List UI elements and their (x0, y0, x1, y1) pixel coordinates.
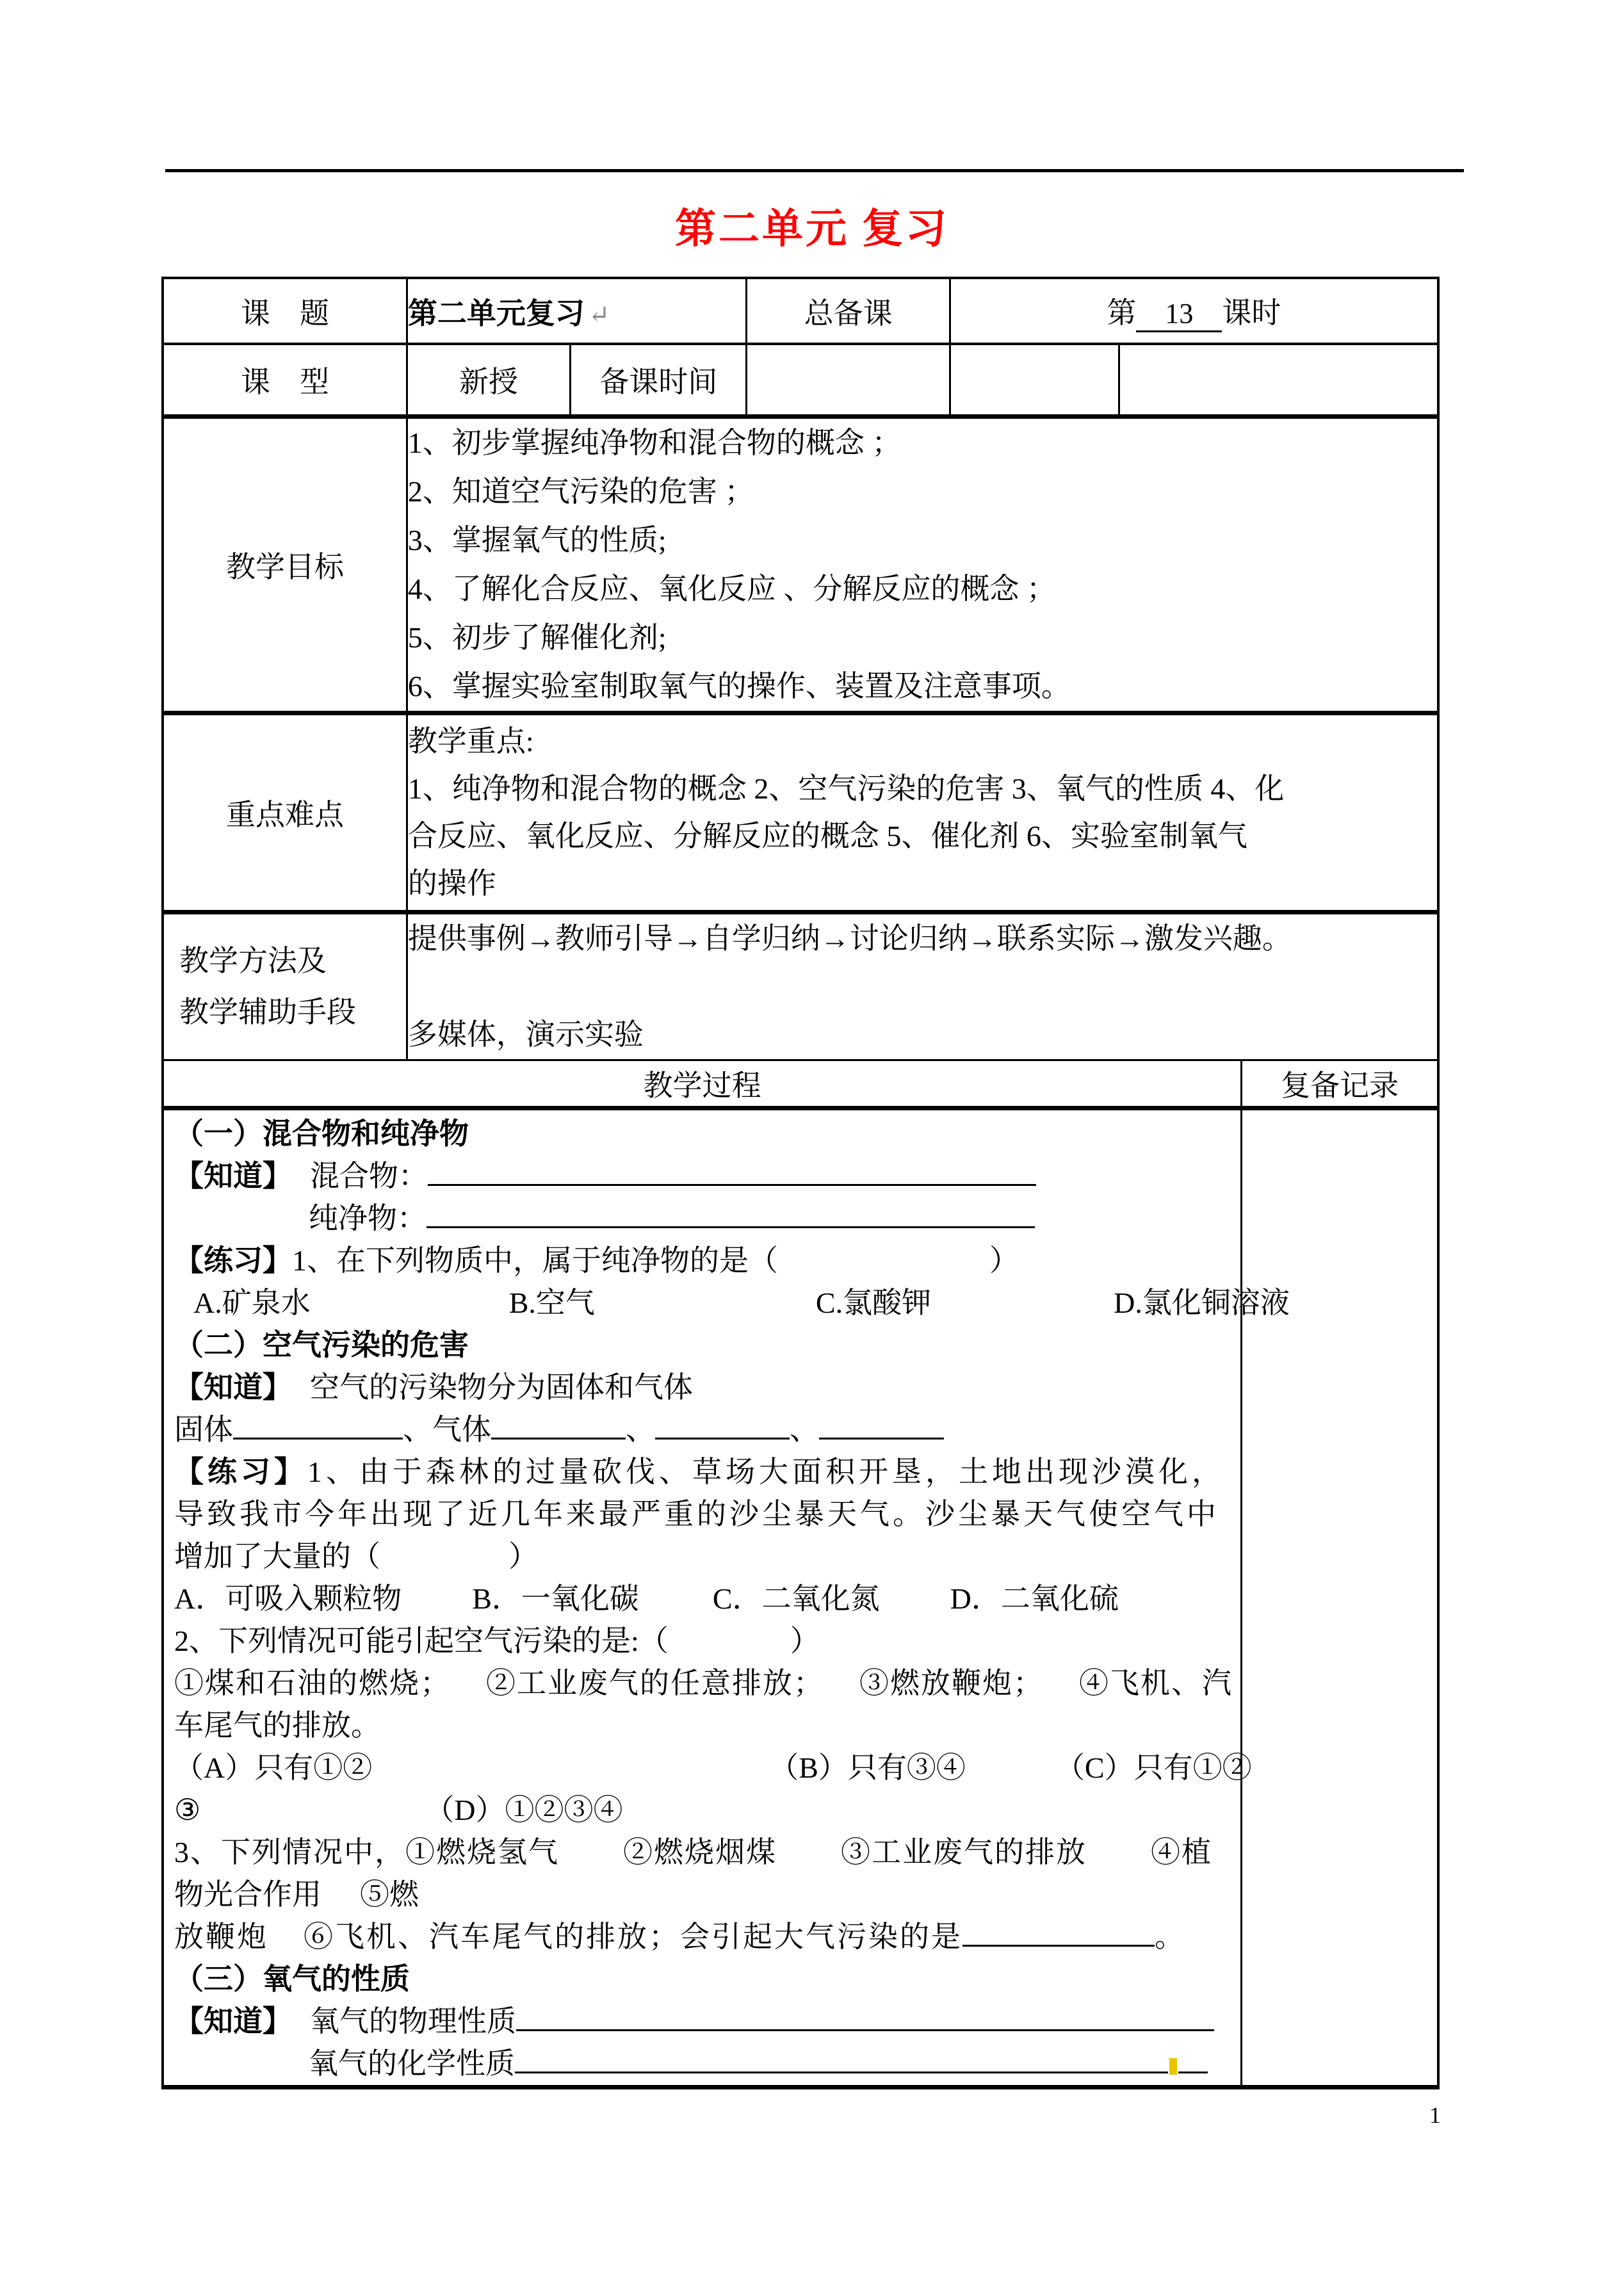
spacer (966, 1776, 1055, 1778)
document-title: 第二单元 复习 (675, 206, 949, 252)
process-text: C．二氧化氮 (712, 1582, 880, 1615)
process-text: 混合物： (310, 1160, 428, 1192)
process-line (174, 1324, 1240, 1366)
process-line (174, 2043, 1240, 2085)
keypoint-line: 教学重点: (407, 725, 534, 758)
spacer (777, 1861, 841, 1862)
process-text: 【知道】 (174, 2005, 292, 2038)
spacer (639, 1607, 713, 1609)
paragraph-return-icon: ↵ (588, 300, 610, 329)
goal-line: 4、了解化合反应、氧化反应 、分解反应的概念 ； (407, 572, 1056, 605)
spacer (372, 1776, 769, 1778)
process-lines (164, 1110, 1290, 2085)
process-text: 3、下列情况中，①燃烧氢气 (174, 1836, 559, 1869)
process-text: 、 (626, 1413, 655, 1446)
table-row (163, 1060, 1438, 1108)
process-line (174, 1874, 1240, 1916)
process-text: 氧气的物理性质 (310, 2005, 516, 2038)
process-text: D.氯化铜溶液 (1114, 1286, 1290, 1319)
process-line (174, 1197, 1240, 1240)
remark-header: 复备记录 (1242, 1060, 1438, 1108)
process-line (174, 1789, 1240, 1831)
course-title-cell (407, 278, 747, 344)
remark-column-empty (1242, 1108, 1438, 2088)
process-line (174, 1958, 1240, 2000)
process-line (174, 1282, 1290, 1324)
process-text: 【知道】 (174, 1160, 292, 1192)
blank-underline (426, 1198, 1035, 1228)
process-text: 固体 (174, 1413, 233, 1446)
spacer (174, 1311, 193, 1313)
table-row (163, 1108, 1438, 2088)
process-line (174, 1831, 1240, 1874)
process-line (174, 1916, 1240, 1958)
process-text: 增加了大量的（ (174, 1540, 380, 1573)
course-type-value: 新授 (407, 344, 570, 417)
page-number: 1 (1429, 2102, 1441, 2128)
keypoint-line: 1、纯净物和混合物的概念 2、空气污染的危害 3、氧气的性质 4、化 (407, 772, 1285, 805)
spacer (669, 1650, 790, 1651)
process-header: 教学过程 (163, 1060, 1242, 1108)
spacer (321, 1903, 360, 1904)
spacer (451, 1692, 486, 1693)
methods-line: 提供事例→教师引导→自学归纳→讨论归纳→联系实际→激发兴趣。 (407, 922, 1292, 955)
process-line (174, 1578, 1240, 1620)
process-text: 导致我市今年出现了近几年来最严重的沙尘暴天气。沙尘暴天气使空气中 (174, 1498, 1219, 1530)
empty-cell (1119, 344, 1438, 417)
process-text: （D）①②③④ (425, 1794, 623, 1826)
process-line (174, 1113, 1240, 1155)
process-text: ） (508, 1540, 538, 1573)
spacer (311, 1311, 509, 1313)
process-line (174, 1155, 1240, 1197)
process-line (174, 2000, 1240, 2043)
goal-line: 6、掌握实验室制取氧气的操作、装置及注意事项。 (407, 670, 1071, 702)
prep-time-label: 备课时间 (571, 344, 747, 417)
process-text: 【知道】 (174, 1371, 292, 1404)
blank-underline (1178, 2043, 1208, 2073)
process-text: ③ (174, 1794, 201, 1826)
process-text: A.矿泉水 (193, 1286, 311, 1319)
spacer (268, 1945, 304, 1947)
blank-underline (515, 2043, 1168, 2073)
blank-underline (516, 2001, 1214, 2031)
methods-cell (407, 912, 1438, 1060)
comment-mark-icon (1169, 2058, 1177, 2075)
process-line (174, 1409, 1240, 1451)
spacer (931, 1311, 1114, 1313)
process-text: ①煤和石油的燃烧； (174, 1667, 451, 1699)
spacer (595, 1311, 816, 1313)
table-row (163, 713, 1438, 912)
process-text: ④植 (1151, 1836, 1212, 1869)
process-text: 【练习】 (174, 1244, 292, 1277)
process-text: B.空气 (508, 1286, 595, 1319)
process-content-cell (163, 1108, 1290, 2088)
empty-cell (950, 344, 1119, 417)
process-text: 1、由于森林的过量砍伐、草场大面积开垦，土地出现沙漠化， (307, 1456, 1225, 1488)
spacer (380, 1565, 508, 1566)
goal-line: 3、掌握氧气的性质; (407, 524, 667, 556)
blank-underline (962, 1917, 1155, 1947)
process-text: 纯净物： (309, 1202, 426, 1235)
spacer (824, 1692, 859, 1693)
lesson-plan-table (161, 277, 1440, 2089)
header-rule (165, 169, 1464, 172)
period-suffix: 课时 (1222, 296, 1281, 329)
table-row (163, 344, 1438, 417)
process-line (174, 1662, 1240, 1705)
course-type-label: 课 型 (163, 344, 407, 417)
process-line (174, 1705, 1240, 1747)
goal-line: 1、初步掌握纯净物和混合物的概念 ； (407, 426, 902, 459)
process-line (174, 1493, 1240, 1536)
process-text: 2、下列情况可能引起空气污染的是:（ (174, 1625, 669, 1657)
process-line (174, 1536, 1240, 1578)
process-text: ③燃放鞭炮； (859, 1667, 1044, 1699)
spacer (402, 1607, 472, 1609)
spacer (778, 1269, 989, 1270)
methods-label-line: 教学辅助手段 (179, 996, 356, 1028)
process-text: 【练习】 (174, 1456, 307, 1488)
process-text: C.氯酸钾 (815, 1286, 932, 1319)
process-text: 、 (790, 1413, 819, 1446)
goal-line: 2、知道空气污染的危害 ； (407, 475, 754, 508)
period-prefix: 第 (1107, 296, 1137, 329)
keypoint-line: 合反应、氧化反应、分解反应的概念 5、催化剂 6、实验室制氧气 (407, 820, 1247, 852)
blank-underline (491, 1409, 626, 1439)
spacer (200, 1819, 425, 1820)
course-title-value: 第二单元复习 (407, 296, 585, 330)
table-row (163, 912, 1438, 1060)
process-text: ） (790, 1625, 820, 1657)
process-text: 物光合作用 (174, 1878, 321, 1911)
spacer (559, 1861, 623, 1862)
spacer (880, 1607, 950, 1609)
process-text: （C）只有①② (1055, 1751, 1252, 1784)
process-text: （A）只有①② (174, 1751, 373, 1784)
process-line (174, 1620, 1240, 1662)
process-text: 1、在下列物质中，属于纯净物的是（ (292, 1244, 778, 1277)
keypoints-label: 重点难点 (163, 713, 407, 912)
spacer (292, 1185, 310, 1186)
total-prep-label: 总备课 (747, 278, 950, 344)
process-text: （三）氧气的性质 (174, 1963, 410, 1995)
table-row (163, 417, 1438, 713)
process-text: ②燃烧烟煤 (623, 1836, 777, 1869)
goals-label: 教学目标 (163, 417, 407, 713)
process-text: 放鞭炮 (174, 1920, 268, 1953)
period-cell (950, 278, 1438, 344)
table-row (163, 278, 1438, 344)
process-text: ⑥飞机、汽车尾气的排放；会引起大气污染的是 (304, 1920, 962, 1953)
process-text: ⑤燃 (360, 1878, 419, 1911)
process-line (174, 1240, 1240, 1282)
process-text: （B）只有③④ (769, 1751, 966, 1784)
process-text: 氧气的化学性质 (309, 2047, 515, 2080)
goals-cell (407, 417, 1438, 713)
spacer (292, 2030, 310, 2031)
goal-line: 5、初步了解催化剂; (407, 621, 667, 654)
process-text: 车尾气的排放。 (174, 1709, 380, 1742)
process-line (174, 1451, 1240, 1493)
spacer (174, 1227, 309, 1228)
spacer (292, 1396, 310, 1397)
keypoints-cell (407, 713, 1438, 912)
process-text: 空气的污染物分为固体和气体 (310, 1371, 693, 1404)
methods-label (163, 912, 407, 1060)
methods-line: 多媒体，演示实验 (407, 1018, 644, 1051)
process-text: （二）空气污染的危害 (174, 1329, 469, 1361)
blank-underline (819, 1409, 944, 1439)
process-text: ②工业废气的任意排放； (486, 1667, 824, 1699)
blank-underline (428, 1156, 1036, 1186)
spacer (174, 2072, 309, 2073)
spacer (1044, 1692, 1079, 1693)
process-text: ④飞机、汽 (1079, 1667, 1233, 1699)
spacer (1087, 1861, 1151, 1862)
process-text: ③工业废气的排放 (841, 1836, 1087, 1869)
process-text: 、气体 (403, 1413, 491, 1446)
empty-cell (747, 344, 950, 417)
process-text: （一）混合物和纯净物 (174, 1117, 469, 1150)
methods-label-line: 教学方法及 (179, 945, 327, 977)
process-text: B．一氧化碳 (472, 1582, 639, 1615)
process-text: ） (989, 1244, 1019, 1277)
process-line (174, 1366, 1240, 1409)
keypoint-line: 的操作 (407, 867, 496, 900)
blank-underline (655, 1409, 790, 1439)
process-text: A．可吸入颗粒物 (174, 1582, 402, 1615)
process-text: 。 (1155, 1920, 1186, 1953)
period-number: 13 (1136, 297, 1222, 332)
course-title-label: 课 题 (163, 278, 407, 344)
blank-underline (233, 1409, 403, 1439)
process-line (174, 1747, 1252, 1789)
process-text: D．二氧化硫 (950, 1582, 1119, 1615)
